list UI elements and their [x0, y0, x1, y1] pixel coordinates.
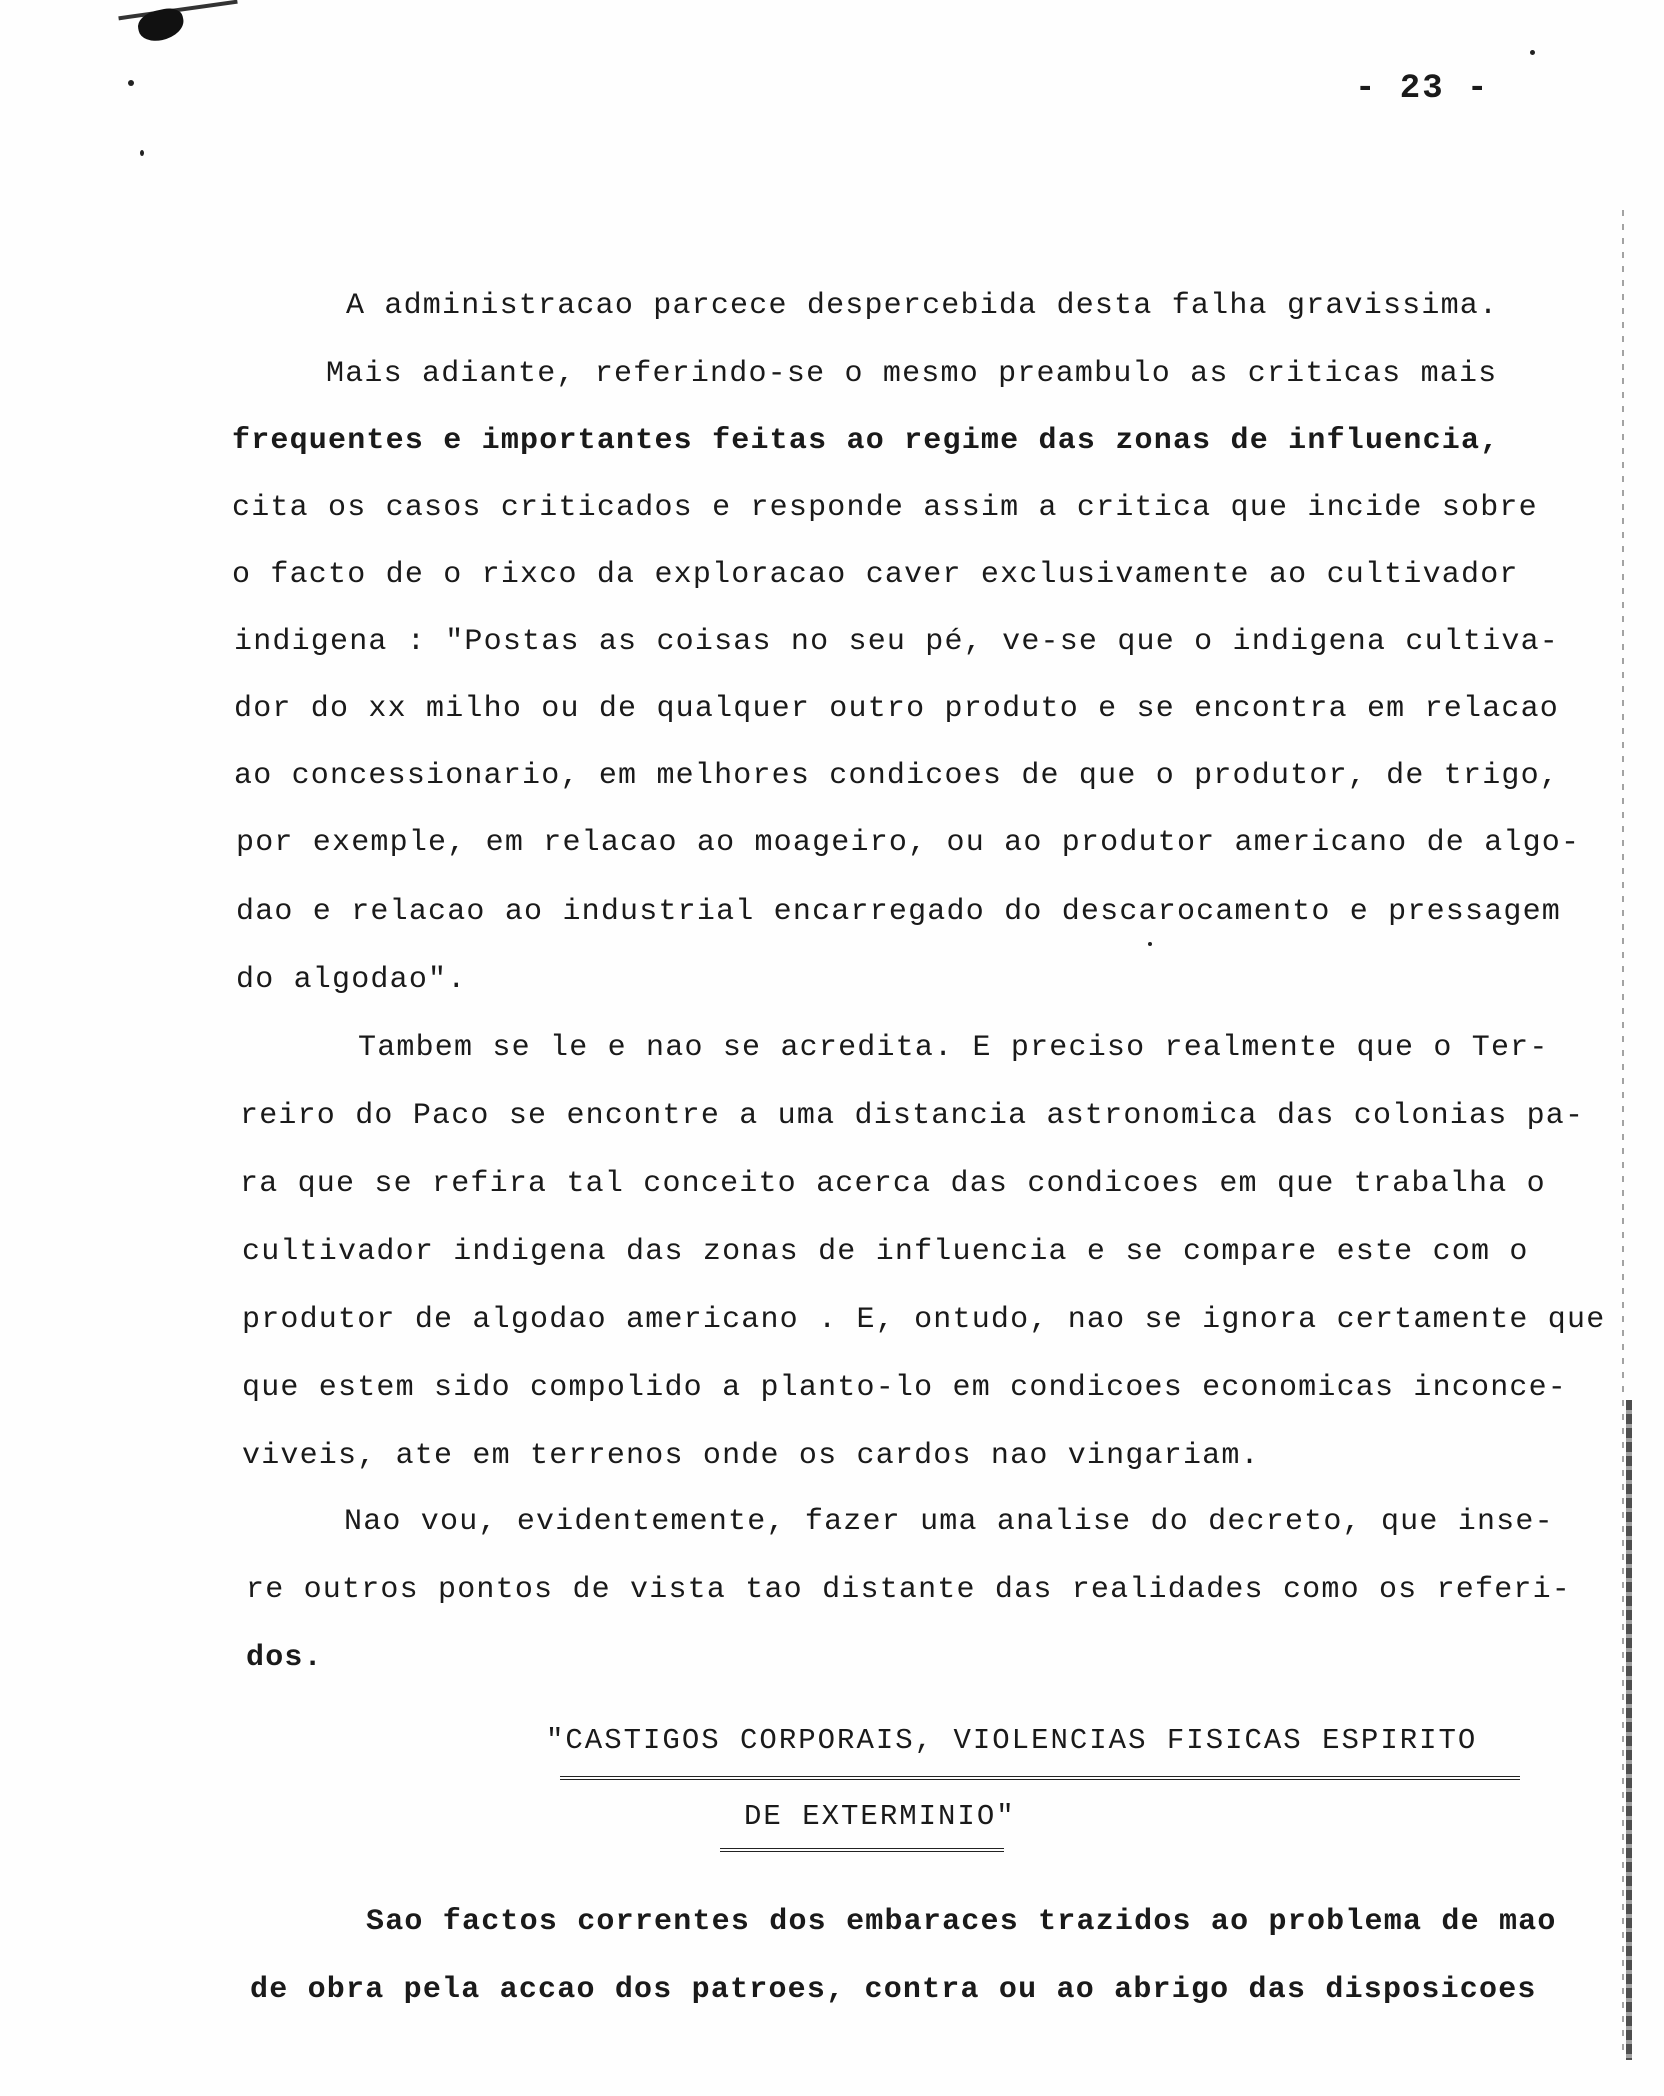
- text-line: frequentes e importantes feitas ao regime das zonas de influencia,: [232, 424, 1500, 458]
- text-line: Sao factos correntes dos embaraces trazidos ao problema de mao: [366, 1905, 1557, 1939]
- ink-speck: [1530, 50, 1535, 55]
- text-line: Tambem se le e nao se acredita. E preciso realmente que o Ter-: [358, 1031, 1549, 1065]
- text-line: do algodao".: [236, 963, 467, 997]
- section-heading: DE EXTERMINIO": [744, 1800, 1016, 1833]
- text-line: produtor de algodao americano . E, ontudo, nao se ignora certamente que: [242, 1303, 1606, 1337]
- ink-speck: [140, 150, 144, 156]
- text-line: Nao vou, evidentemente, fazer uma analise do decreto, que inse-: [344, 1505, 1554, 1539]
- text-line: que estem sido compolido a planto-lo em condicoes economicas inconce-: [242, 1371, 1568, 1405]
- text-line: ra que se refira tal conceito acerca das condicoes em que trabalha o: [240, 1167, 1546, 1201]
- text-line: reiro do Paco se encontre a uma distancia astronomica das colonias pa-: [240, 1099, 1585, 1133]
- text-line: viveis, ate em terrenos onde os cardos nao vingariam.: [242, 1439, 1260, 1473]
- text-line: por exemple, em relacao ao moageiro, ou ao produtor americano de algo-: [236, 826, 1581, 860]
- text-line: ao concessionario, em melhores condicoes de que o produtor, de trigo,: [234, 759, 1560, 793]
- ink-speck: [128, 80, 134, 86]
- text-line: dor do xx milho ou de qualquer outro produto e se encontra em relacao: [234, 692, 1560, 726]
- ink-speck: [1148, 942, 1152, 946]
- text-line: dos.: [246, 1641, 323, 1675]
- page-number: - 23 -: [1355, 70, 1490, 108]
- text-line: dao e relacao ao industrial encarregado do descarocamento e pressagem: [236, 895, 1562, 929]
- heading-underline: [560, 1776, 1520, 1786]
- scan-edge-line: [1622, 210, 1624, 2050]
- text-line: cita os casos criticados e responde assim a critica que incide sobre: [232, 491, 1538, 525]
- text-line: indigena : "Postas as coisas no seu pé, ve-se que o indigena cultiva-: [234, 625, 1560, 659]
- scan-edge-shadow: [1626, 1400, 1632, 2060]
- text-line: de obra pela accao dos patroes, contra ou ao abrigo das disposicoes: [250, 1973, 1537, 2007]
- text-line: cultivador indigena das zonas de influencia e se compare este com o: [242, 1235, 1529, 1269]
- text-line: re outros pontos de vista tao distante das realidades como os referi-: [246, 1573, 1572, 1607]
- text-line: A administracao parcece despercebida desta falha gravissima.: [346, 289, 1499, 323]
- text-line: o facto de o rixco da exploracao caver exclusivamente ao cultivador: [232, 558, 1519, 592]
- text-line: Mais adiante, referindo-se o mesmo preambulo as criticas mais: [326, 357, 1498, 391]
- section-heading: "CASTIGOS CORPORAIS, VIOLENCIAS FISICAS ESPIRITO: [546, 1724, 1478, 1757]
- ink-blot: [135, 6, 186, 45]
- heading-underline: [720, 1848, 1004, 1858]
